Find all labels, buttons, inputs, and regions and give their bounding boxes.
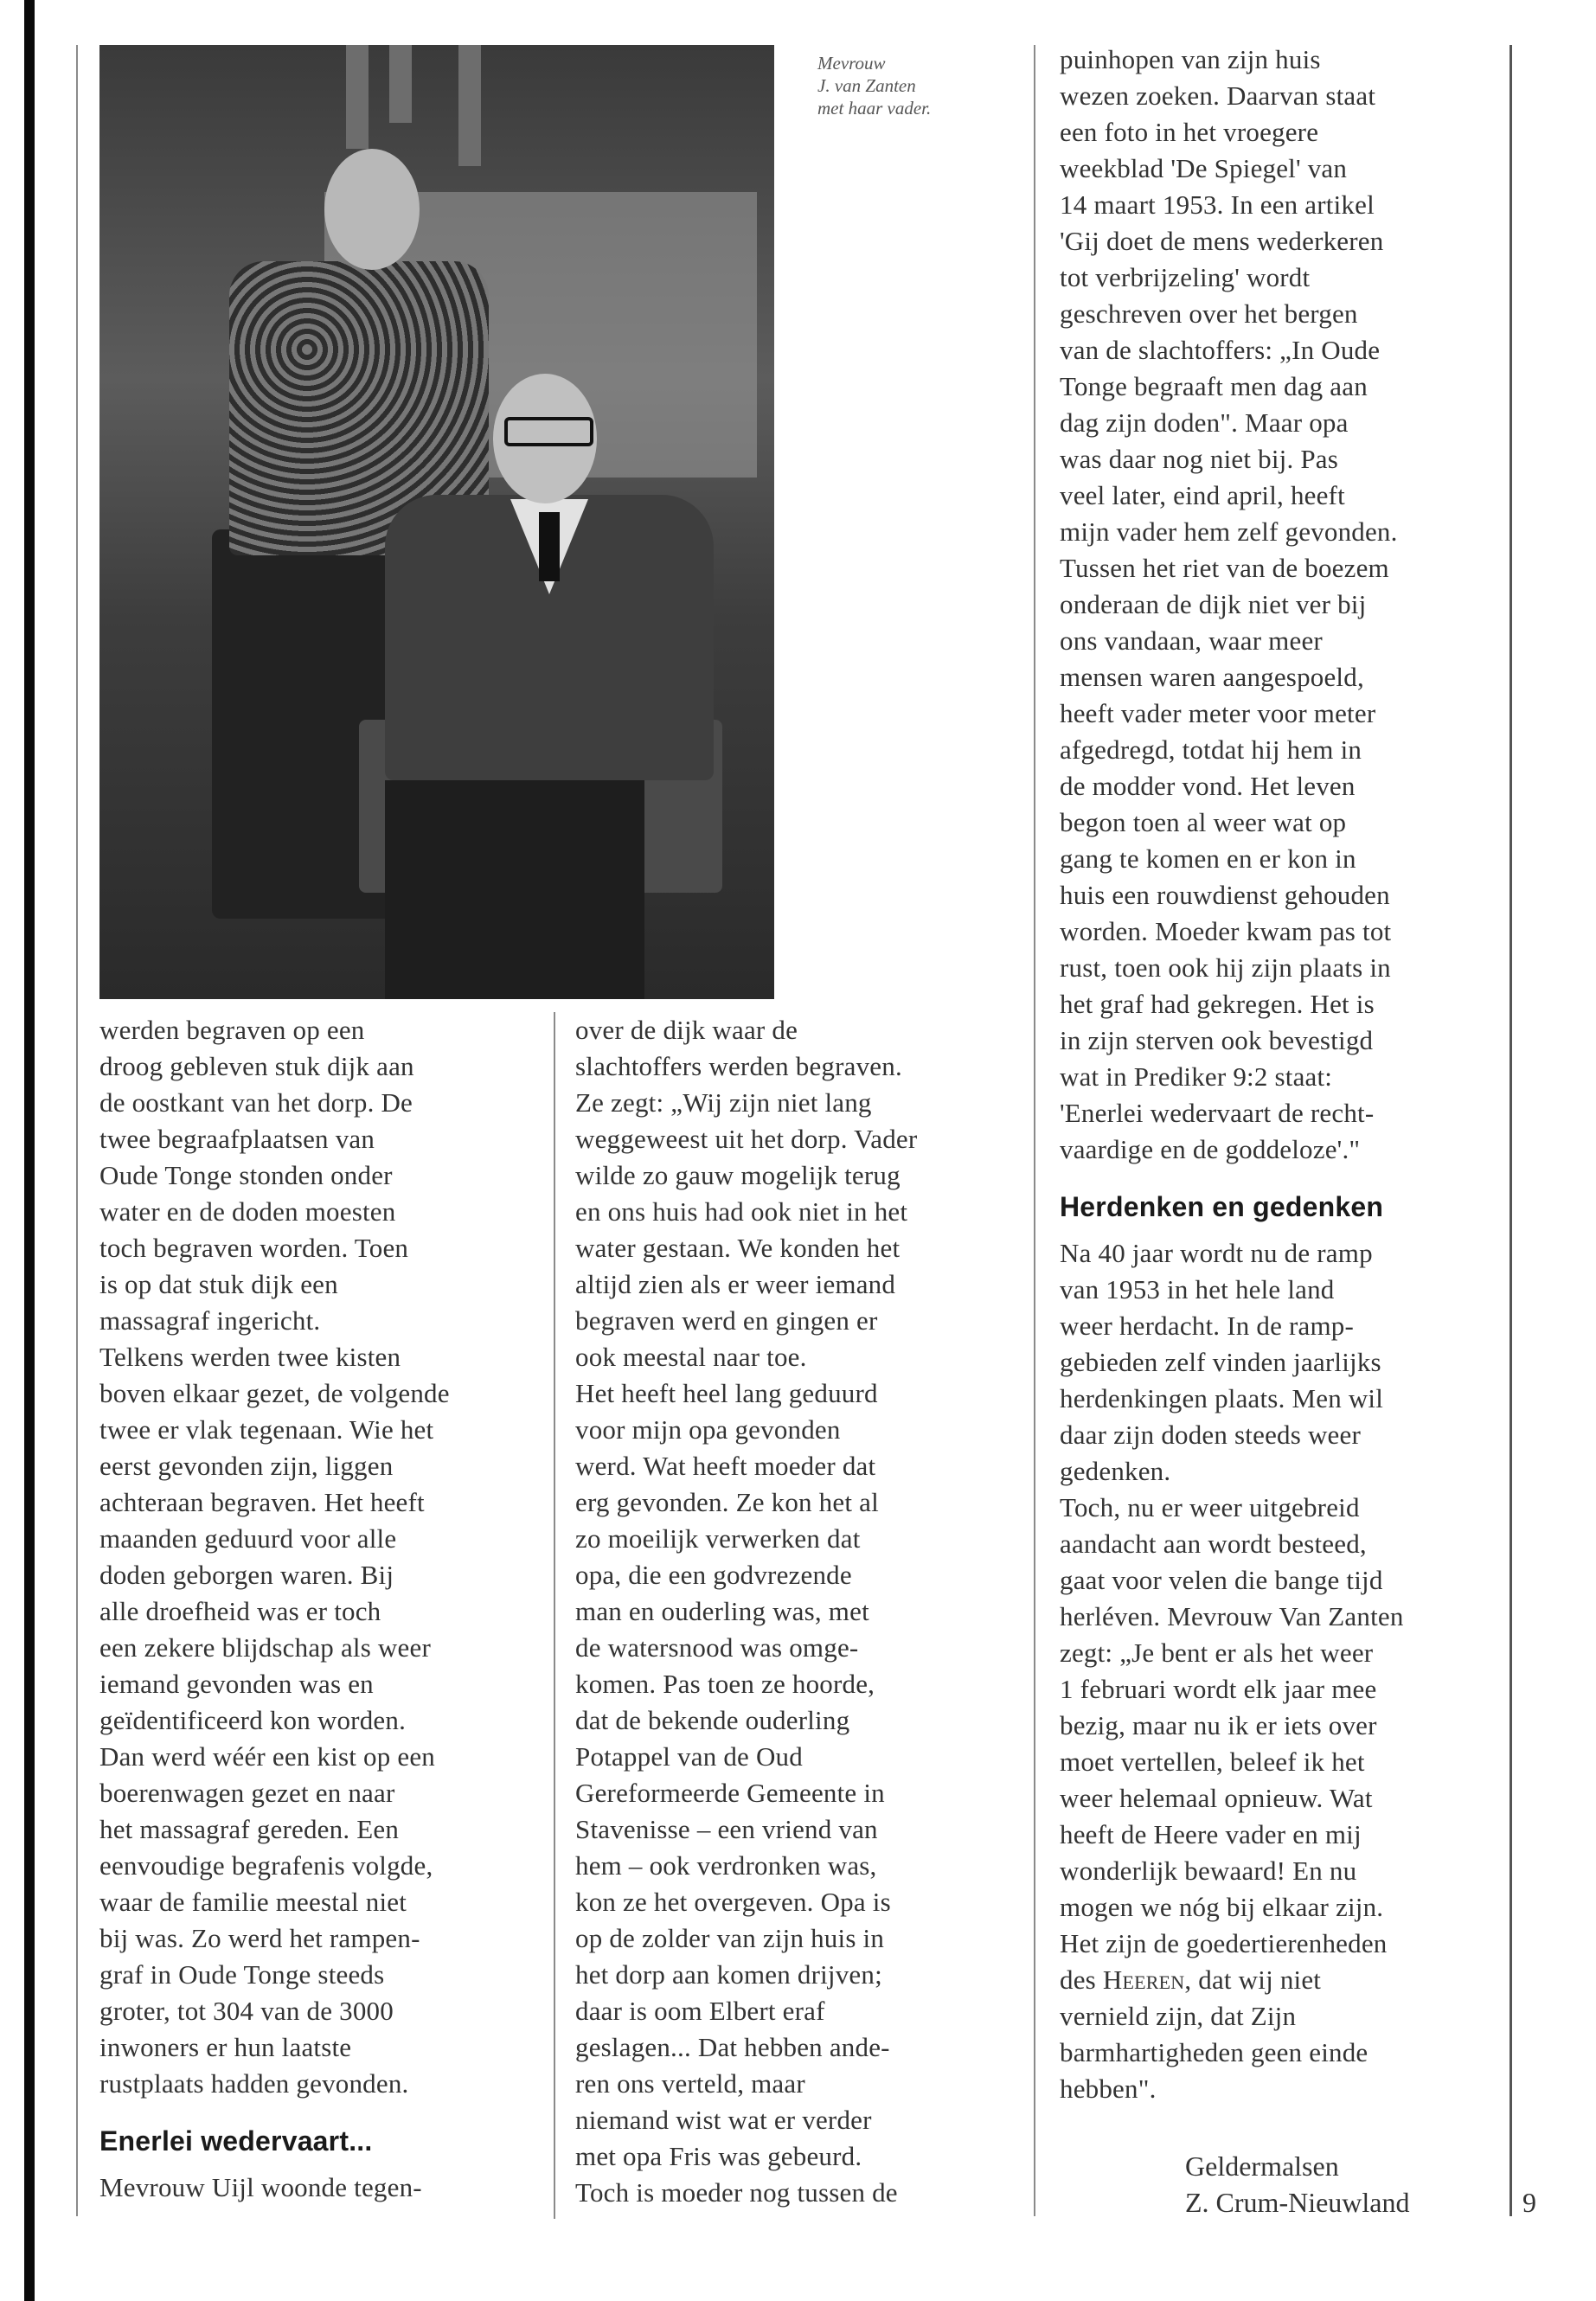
text-line: Stavenisse – een vriend van <box>575 1814 878 1844</box>
text-line: man en ouderling was, met <box>575 1596 869 1626</box>
text-line: huis een rouwdienst gehouden <box>1060 880 1390 910</box>
article-column-1 <box>99 1012 532 2206</box>
photo-lamp <box>458 45 481 166</box>
text-line: weekblad 'De Spiegel' van <box>1060 153 1348 183</box>
text-line: mogen we nóg bij elkaar zijn. <box>1060 1892 1384 1922</box>
signature-author: Z. Crum-Nieuwland <box>1185 2187 1410 2218</box>
photo-man-glasses <box>504 417 593 446</box>
text-line: herdenkingen plaats. Men wil <box>1060 1383 1384 1413</box>
text-line: eerst gevonden zijn, liggen <box>99 1451 394 1481</box>
text-line: altijd zien als er weer iemand <box>575 1269 896 1299</box>
text-line: Dan werd wéér een kist op een <box>99 1741 435 1772</box>
text-line: hem – ook verdronken was, <box>575 1850 877 1881</box>
photo-man-tie <box>539 512 560 581</box>
text-line: herléven. Mevrouw Van Zanten <box>1060 1601 1404 1631</box>
text-line: daar is oom Elbert eraf <box>575 1996 825 2026</box>
text-line: 1 februari wordt elk jaar mee <box>1060 1674 1377 1704</box>
text-line: het massagraf gereden. Een <box>99 1814 400 1844</box>
page-number: 9 <box>1522 2187 1536 2218</box>
text-line: is op dat stuk dijk een <box>99 1269 338 1299</box>
text-fragment: , dat wij niet <box>1184 1965 1322 1995</box>
text-line: aandacht aan wordt besteed, <box>1060 1529 1367 1559</box>
text-line: inwoners er hun laatste <box>99 2032 352 2062</box>
text-line: maanden geduurd voor alle <box>99 1523 397 1554</box>
text-line: over de dijk waar de <box>575 1015 798 1045</box>
text-line: de modder vond. Het leven <box>1060 771 1356 801</box>
text-line: weggeweest uit het dorp. Vader <box>575 1124 918 1154</box>
text-line: water en de doden moesten <box>99 1196 396 1227</box>
text-line: 14 maart 1953. In een artikel <box>1060 189 1375 220</box>
text-line: afgedregd, totdat hij hem in <box>1060 734 1362 765</box>
scan-edge-bar <box>24 0 35 2301</box>
photo-woman-with-father <box>99 45 774 999</box>
text-line: begraven werd en gingen er <box>575 1305 878 1336</box>
photo-lamp <box>389 45 412 123</box>
text-line: niemand wist wat er verder <box>575 2105 872 2135</box>
text-line: mijn vader hem zelf gevonden. <box>1060 516 1398 547</box>
text-line: vaardige en de goddeloze'." <box>1060 1134 1361 1164</box>
left-margin-rule <box>76 45 78 2216</box>
section-heading: Herdenken en gedenken <box>1060 1191 1384 1222</box>
text-line: gedenken. <box>1060 1456 1171 1486</box>
text-line: ons vandaan, waar meer <box>1060 625 1323 656</box>
signature <box>1185 2148 1410 2221</box>
text-line: het graf had gekregen. Het is <box>1060 989 1375 1019</box>
caption-line: J. van Zanten <box>817 75 916 96</box>
smallcaps-heeren: Heeren <box>1102 1965 1185 1995</box>
text-line: Toch is moeder nog tussen de <box>575 2177 898 2208</box>
text-line: daar zijn doden steeds weer <box>1060 1420 1361 1450</box>
text-line: heeft de Heere vader en mij <box>1060 1819 1362 1849</box>
text-line: kon ze het overgeven. Opa is <box>575 1887 891 1917</box>
text-line: 'Enerlei wedervaart de recht- <box>1060 1098 1375 1128</box>
text-line: Na 40 jaar wordt nu de ramp <box>1060 1238 1373 1268</box>
text-line: wonderlijk bewaard! En nu <box>1060 1856 1357 1886</box>
text-line: mensen waren aangespoeld, <box>1060 662 1364 692</box>
text-line: tot verbrijzeling' wordt <box>1060 262 1311 292</box>
text-line: massagraf ingericht. <box>99 1305 321 1336</box>
text-line: wat in Prediker 9:2 staat: <box>1060 1061 1333 1092</box>
text-line: dat de bekende ouderling <box>575 1705 850 1735</box>
text-line: worden. Moeder kwam pas tot <box>1060 916 1392 946</box>
text-line: slachtoffers werden begraven. <box>575 1051 902 1081</box>
text-line: met opa Fris was gebeurd. <box>575 2141 862 2171</box>
text-line: van de slachtoffers: „In Oude <box>1060 335 1381 365</box>
text-line: werd. Wat heeft moeder dat <box>575 1451 876 1481</box>
text-line: veel later, eind april, heeft <box>1060 480 1345 510</box>
text-line: gang te komen en er kon in <box>1060 843 1356 874</box>
column-divider-1 <box>554 1012 555 2219</box>
text-line: Toch, nu er weer uitgebreid <box>1060 1492 1360 1522</box>
text-line: komen. Pas toen ze hoorde, <box>575 1669 875 1699</box>
text-line: boerenwagen gezet en naar <box>99 1778 395 1808</box>
text-line: dag zijn doden". Maar opa <box>1060 407 1349 438</box>
text-line: het dorp aan komen drijven; <box>575 1959 882 1990</box>
text-line: doden geborgen waren. Bij <box>99 1560 394 1590</box>
text-line: graf in Oude Tonge steeds <box>99 1959 385 1990</box>
text-line: de oostkant van het dorp. De <box>99 1087 413 1118</box>
text-line: zegt: „Je bent er als het weer <box>1060 1638 1374 1668</box>
text-line: de watersnood was omge- <box>575 1632 859 1663</box>
text-line: Potappel van de Oud <box>575 1741 803 1772</box>
text-line: erg gevonden. Ze kon het al <box>575 1487 879 1517</box>
text-line: Het zijn de goedertierenheden <box>1060 1928 1388 1958</box>
text-line: wilde zo gauw mogelijk terug <box>575 1160 901 1190</box>
text-line: voor mijn opa gevonden <box>575 1414 841 1445</box>
text-line: werden begraven op een <box>99 1015 365 1045</box>
article-column-2 <box>575 1012 1016 2211</box>
column-divider-2 <box>1034 45 1035 2216</box>
text-line: achteraan begraven. Het heeft <box>99 1487 425 1517</box>
text-line: gebieden zelf vinden jaarlijks <box>1060 1347 1381 1377</box>
text-line: heeft vader meter voor meter <box>1060 698 1376 728</box>
text-line: bij was. Zo werd het rampen- <box>99 1923 420 1953</box>
text-line: rust, toen ook hij zijn plaats in <box>1060 952 1391 983</box>
text-line: wezen zoeken. Daarvan staat <box>1060 80 1376 111</box>
text-line: vernield zijn, dat Zijn <box>1060 2001 1297 2031</box>
text-line: begon toen al weer wat op <box>1060 807 1347 837</box>
text-line: Telkens werden twee kisten <box>99 1342 401 1372</box>
text-line: op de zolder van zijn huis in <box>575 1923 885 1953</box>
section-heading: Enerlei wedervaart... <box>99 2125 373 2157</box>
text-line: droog gebleven stuk dijk aan <box>99 1051 414 1081</box>
right-margin-rule <box>1509 45 1512 2216</box>
text-line: Mevrouw Uijl woonde tegen- <box>99 2172 422 2202</box>
text-line: ook meestal naar toe. <box>575 1342 807 1372</box>
text-line: 'Gij doet de mens wederkeren <box>1060 226 1384 256</box>
text-line: Oude Tonge stonden onder <box>99 1160 393 1190</box>
text-line: en ons huis had ook niet in het <box>575 1196 908 1227</box>
text-line: geslagen... Dat hebben ande- <box>575 2032 890 2062</box>
text-line: was daar nog niet bij. Pas <box>1060 444 1339 474</box>
text-line: bezig, maar nu ik er iets over <box>1060 1710 1377 1740</box>
text-line: weer herdacht. In de ramp- <box>1060 1311 1354 1341</box>
text-line: opa, die een godvrezende <box>575 1560 852 1590</box>
text-line: zo moeilijk verwerken dat <box>575 1523 861 1554</box>
photo-woman-head <box>324 149 420 270</box>
text-line: boven elkaar gezet, de volgende <box>99 1378 450 1408</box>
text-line: hebben". <box>1060 2073 1157 2104</box>
text-line: Tussen het riet van de boezem <box>1060 553 1389 583</box>
text-line: geschreven over het bergen <box>1060 298 1358 329</box>
caption-line: met haar vader. <box>817 98 932 119</box>
text-line: in zijn sterven ook bevestigd <box>1060 1025 1374 1055</box>
text-line <box>1060 1962 1501 1998</box>
article-column-3 <box>1060 42 1501 2107</box>
text-line: barmhartigheden geen einde <box>1060 2037 1368 2067</box>
photo-lamp <box>346 45 369 149</box>
text-line: moet vertellen, beleef ik het <box>1060 1747 1365 1777</box>
photo-man-legs <box>385 780 644 999</box>
caption-line: Mevrouw <box>817 53 886 74</box>
text-line: Het heeft heel lang geduurd <box>575 1378 878 1408</box>
text-line: rustplaats hadden gevonden. <box>99 2068 409 2099</box>
text-line: een zekere blijdschap als weer <box>99 1632 431 1663</box>
text-line: een foto in het vroegere <box>1060 117 1319 147</box>
text-line: puinhopen van zijn huis <box>1060 44 1321 74</box>
text-line: eenvoudige begrafenis volgde, <box>99 1850 433 1881</box>
text-line: twee begraafplaatsen van <box>99 1124 375 1154</box>
text-line: onderaan de dijk niet ver bij <box>1060 589 1367 619</box>
text-line: geïdentificeerd kon worden. <box>99 1705 407 1735</box>
photo-caption <box>817 52 1008 119</box>
text-fragment: des <box>1060 1965 1103 1995</box>
text-line: groter, tot 304 van de 3000 <box>99 1996 394 2026</box>
text-line: Ze zegt: „Wij zijn niet lang <box>575 1087 872 1118</box>
text-line: toch begraven worden. Toen <box>99 1233 409 1263</box>
text-line: ren ons verteld, maar <box>575 2068 805 2099</box>
text-line: van 1953 in het hele land <box>1060 1274 1335 1304</box>
text-line: alle droefheid was er toch <box>99 1596 381 1626</box>
text-line: waar de familie meestal niet <box>99 1887 407 1917</box>
signature-place: Geldermalsen <box>1185 2150 1339 2182</box>
text-line: weer helemaal opnieuw. Wat <box>1060 1783 1373 1813</box>
text-line: twee er vlak tegenaan. Wie het <box>99 1414 434 1445</box>
text-line: Gereformeerde Gemeente in <box>575 1778 885 1808</box>
text-line: iemand gevonden was en <box>99 1669 374 1699</box>
text-line: gaat voor velen die bange tijd <box>1060 1565 1383 1595</box>
text-line: water gestaan. We konden het <box>575 1233 901 1263</box>
text-line: Tonge begraaft men dag aan <box>1060 371 1368 401</box>
